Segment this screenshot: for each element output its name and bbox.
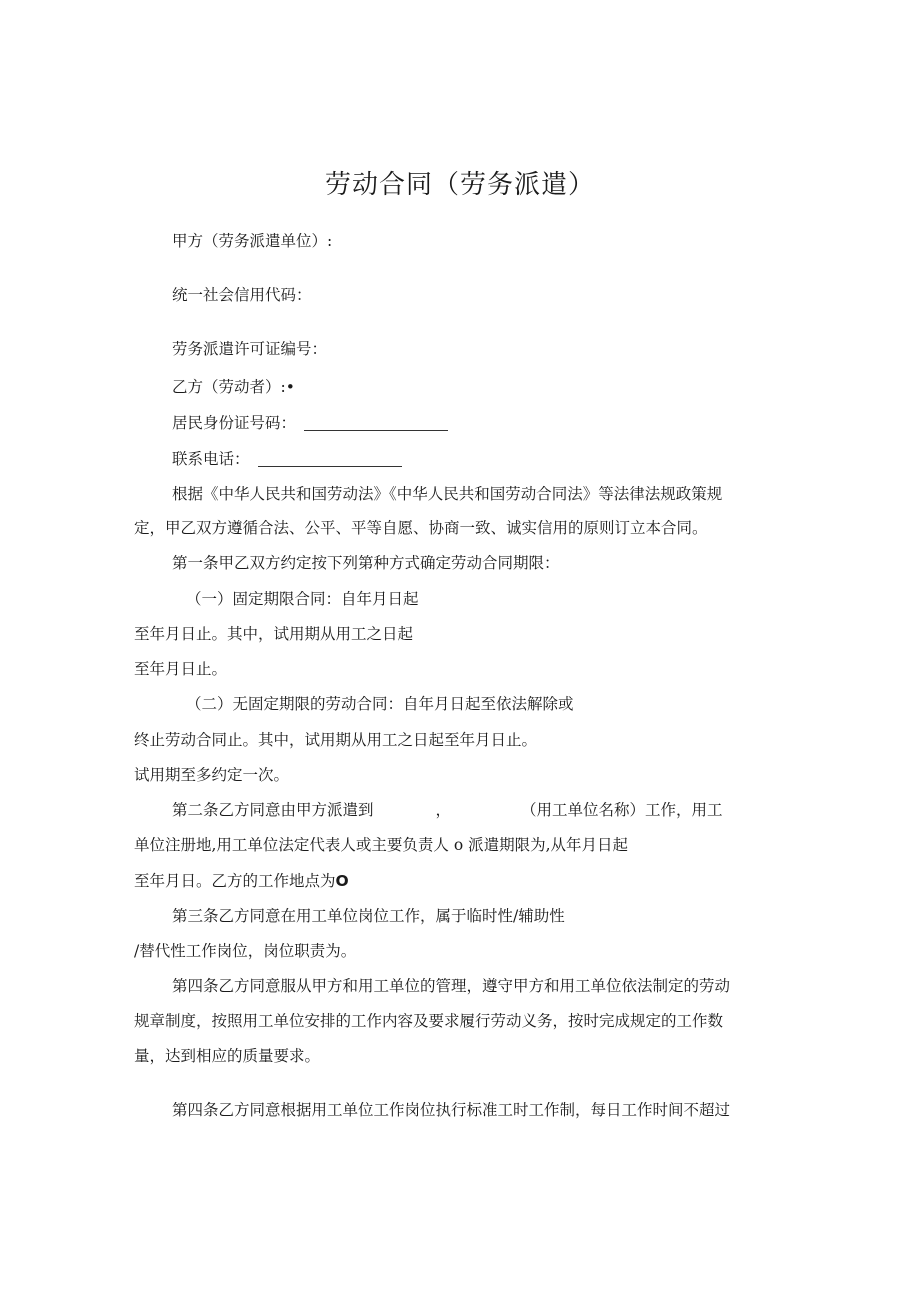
- permit-number-line: 劳务派遣许可证编号：: [172, 340, 328, 358]
- article-4-line-1: 第四条乙方同意服从甲方和用工单位的管理，遵守甲方和用工单位依法制定的劳动: [172, 977, 731, 995]
- article-2-unit: （用工单位名称）工作，用工: [521, 801, 723, 819]
- id-number-label: 居民身份证号码：: [172, 414, 297, 432]
- article-2-location: 至年月日。乙方的工作地点为: [134, 872, 336, 890]
- article-1-fixed-term: （一）固定期限合同：自年月日起: [186, 590, 419, 608]
- phone-label: 联系电话：: [172, 450, 250, 468]
- party-b-mark: •: [285, 378, 295, 396]
- party-b-label: 乙方（劳动者）:: [172, 378, 286, 396]
- article-2-line-3: [134, 874, 349, 890]
- article-1-open-term: （二）无固定期限的劳动合同：自年月日起至依法解除或: [186, 695, 574, 713]
- article-4-line-3: 量，达到相应的质量要求。: [134, 1047, 321, 1065]
- credit-code-line: 统一社会信用代码：: [172, 286, 312, 304]
- article-1-heading: 第一条甲乙双方约定按下列第种方式确定劳动合同期限：: [172, 554, 560, 572]
- article-3-line-2: /替代性工作岗位，岗位职责为。: [134, 942, 357, 960]
- article-2-location-mark: O: [335, 872, 349, 890]
- article-4-line-2: 规章制度，按照用工单位安排的工作内容及要求履行劳动义务，按时完成规定的工作数: [134, 1012, 724, 1030]
- phone-line: [172, 452, 402, 468]
- article-2-line-1: [172, 803, 723, 819]
- id-number-blank: [304, 429, 448, 431]
- id-number-line: [172, 416, 448, 432]
- article-3-line-1: 第三条乙方同意在用工单位岗位工作，属于临时性/辅助性: [172, 907, 565, 925]
- article-1-fixed-term-cont: 至年月日止。其中，试用期从用工之日起: [134, 625, 414, 643]
- article-2-mark: ，: [435, 801, 452, 819]
- article-1-fixed-term-end: 至年月日止。: [134, 660, 228, 678]
- preamble-line-2: 定，甲乙双方遵循合法、公平、平等自愿、协商一致、诚实信用的原则订立本合同。: [134, 519, 708, 537]
- document-title: 劳动合同（劳务派遣）: [324, 170, 595, 200]
- article-2-intro: 第二条乙方同意由甲方派遣到: [172, 801, 374, 819]
- party-a-line: 甲方（劳务派遣单位）:: [172, 232, 333, 250]
- article-5-line-1: 第四条乙方同意根据用工单位工作岗位执行标准工时工作制，每日工作时间不超过: [172, 1101, 731, 1119]
- phone-blank: [258, 465, 402, 467]
- preamble-line-1: 根据《中华人民共和国劳动法》《中华人民共和国劳动合同法》等法律法规政策规: [172, 485, 723, 503]
- article-1-probation-note: 试用期至多约定一次。: [134, 766, 290, 784]
- article-1-open-term-cont: 终止劳动合同止。其中，试用期从用工之日起至年月日止。: [134, 731, 538, 749]
- party-b-line: [172, 380, 295, 396]
- article-2-line-2: 单位注册地,用工单位法定代表人或主要负责人 o 派遣期限为,从年月日起: [134, 836, 629, 854]
